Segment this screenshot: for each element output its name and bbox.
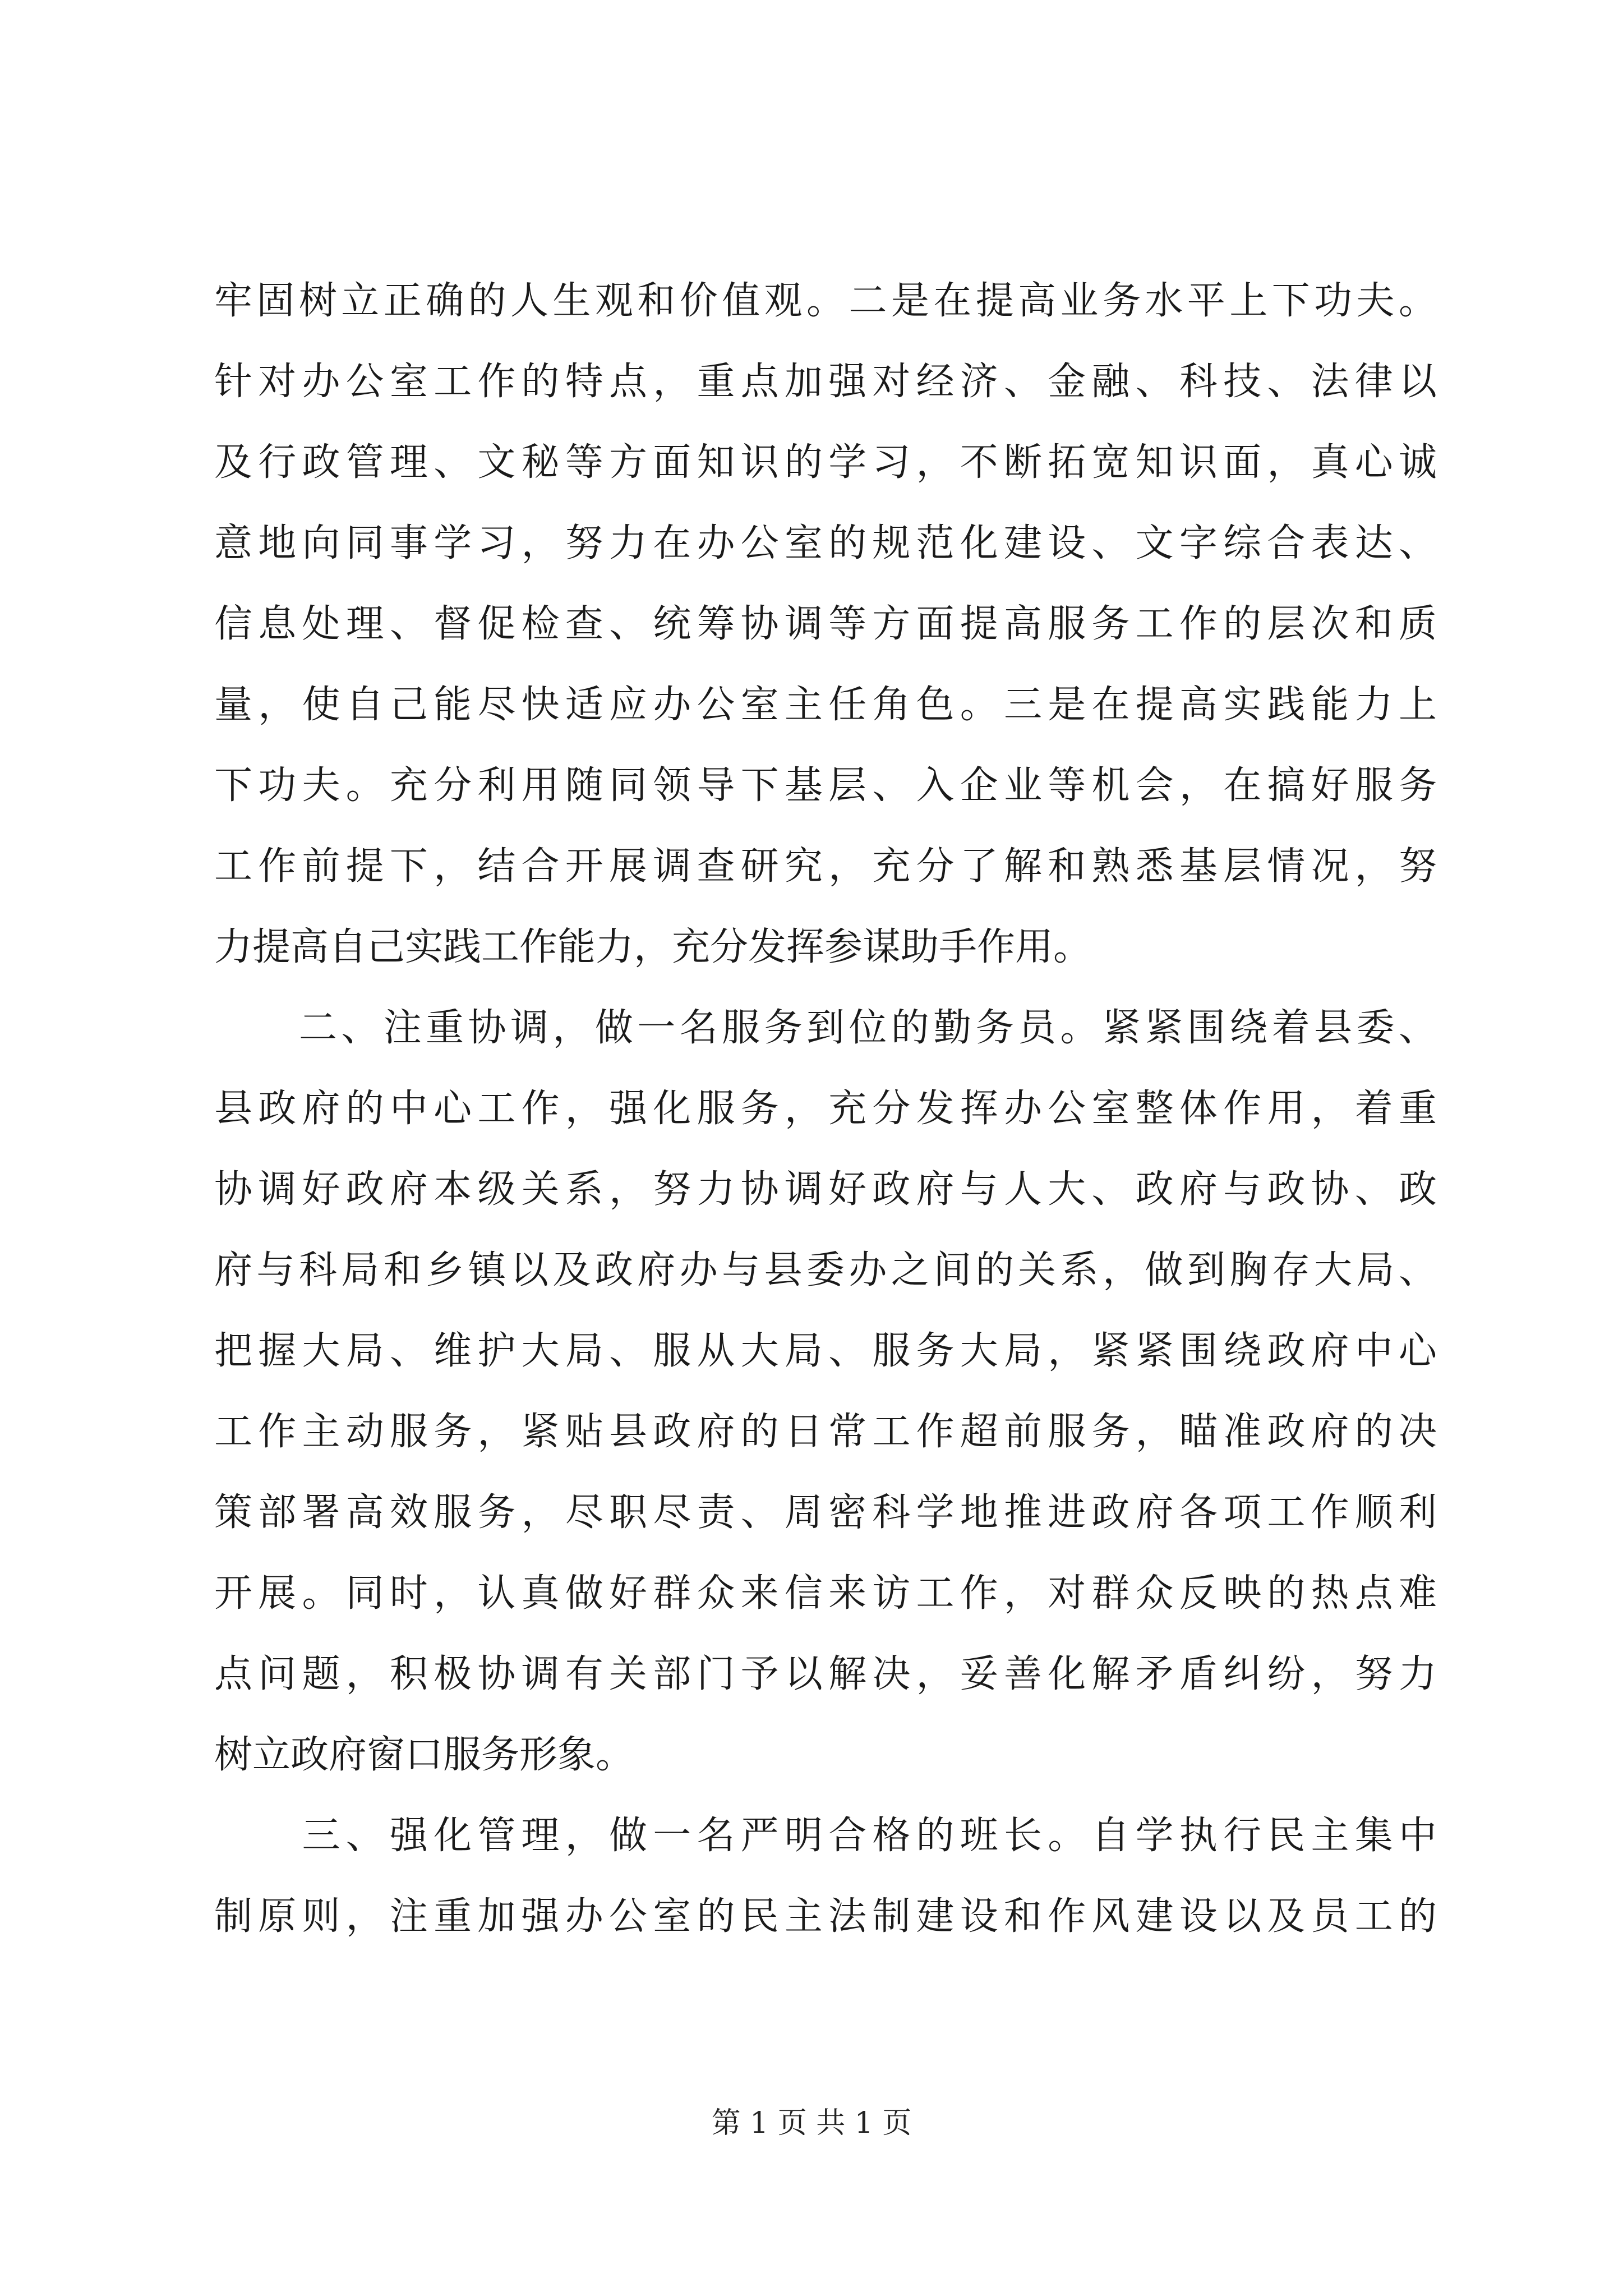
text-line: 制原则，注重加强办公室的民主法制建设和作风建设以及员工的 (214, 1894, 1437, 1939)
text-line: 信息处理、督促检查、统筹协调等方面提高服务工作的层次和质 (214, 602, 1437, 646)
text-line: 府与科局和乡镇以及政府办与县委办之间的关系，做到胸存大局、 (214, 1248, 1437, 1292)
page-footer: 第 1 页 共 1 页 (711, 2106, 912, 2140)
text-line: 针对办公室工作的特点，重点加强对经济、金融、科技、法律以 (214, 360, 1437, 404)
text-line: 及行政管理、文秘等方面知识的学习，不断拓宽知识面，真心诚 (214, 440, 1437, 485)
text-line: 工作前提下，结合开展调查研究，充分了解和熟悉基层情况，努 (214, 844, 1437, 889)
text-line: 点问题，积极协调有关部门予以解决，妥善化解矛盾纠纷，努力 (214, 1652, 1437, 1696)
document-body (214, 261, 1437, 1957)
text-line: 树立政府窗口服务形象。 (214, 1733, 634, 1777)
text-line: 下功夫。充分利用随同领导下基层、入企业等机会，在搞好服务 (214, 763, 1437, 808)
text-line: 三、强化管理，做一名严明合格的班长。自学执行民主集中 (214, 1814, 1437, 1858)
text-line: 协调好政府本级关系，努力协调好政府与人大、政府与政协、政 (214, 1167, 1437, 1212)
text-line: 二、注重协调，做一名服务到位的勤务员。紧紧围绕着县委、 (214, 1006, 1437, 1050)
text-line: 牢固树立正确的人生观和价值观。二是在提高业务水平上下功夫。 (214, 279, 1437, 323)
text-line: 把握大局、维护大局、服从大局、服务大局，紧紧围绕政府中心 (214, 1329, 1437, 1373)
text-line: 县政府的中心工作，强化服务，充分发挥办公室整体作用，着重 (214, 1087, 1437, 1131)
text-line: 工作主动服务，紧贴县政府的日常工作超前服务，瞄准政府的决 (214, 1410, 1437, 1454)
text-line: 力提高自己实践工作能力，充分发挥参谋助手作用。 (214, 925, 1092, 969)
text-line: 意地向同事学习，努力在办公室的规范化建设、文字综合表达、 (214, 521, 1437, 565)
text-line: 量，使自己能尽快适应办公室主任角色。三是在提高实践能力上 (214, 683, 1437, 727)
text-line: 策部署高效服务，尽职尽责、周密科学地推进政府各项工作顺利 (214, 1490, 1437, 1535)
text-line: 开展。同时，认真做好群众来信来访工作，对群众反映的热点难 (214, 1571, 1437, 1616)
